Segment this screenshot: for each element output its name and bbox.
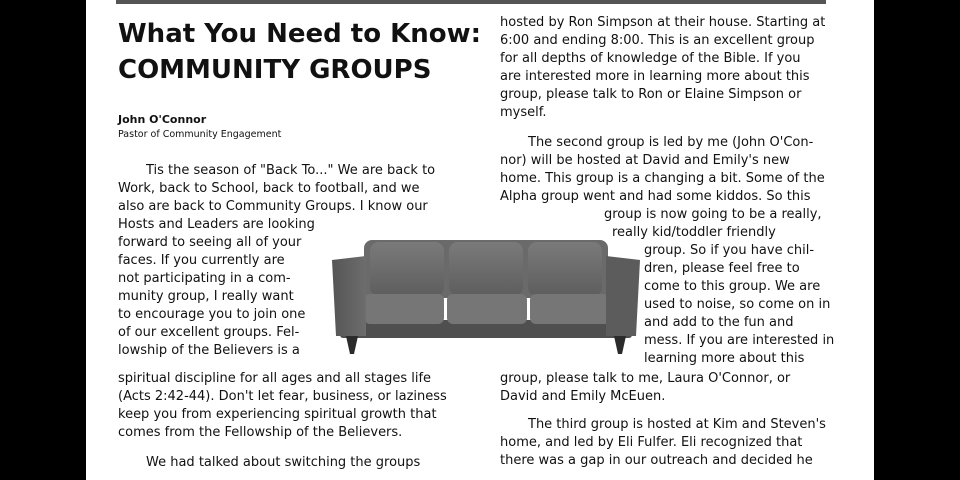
left-line: Hosts and Leaders are looking xyxy=(118,217,315,232)
right-line: come to this group. We are xyxy=(644,279,821,294)
left-line: not participating in a com- xyxy=(118,271,291,286)
article-title xyxy=(118,16,481,88)
left-line: (Acts 2:42-44). Don't let fear, business, or laziness xyxy=(118,389,447,404)
right-line: really kid/toddler friendly xyxy=(612,225,776,240)
right-line: learning more about this xyxy=(644,351,805,366)
right-line: and add to the fun and xyxy=(644,315,794,330)
sofa-image xyxy=(326,232,646,356)
right-line: The third group is hosted at Kim and Steven's xyxy=(528,417,826,432)
right-line: The second group is led by me (John O'Con- xyxy=(528,135,814,150)
right-line: mess. If you are interested in xyxy=(644,333,835,348)
author-name: John O'Connor xyxy=(118,113,207,126)
newsletter-page xyxy=(86,0,874,480)
left-line: lowship of the Believers is a xyxy=(118,343,300,358)
right-line: there was a gap in our outreach and decided he xyxy=(500,453,813,468)
right-line: group, please talk to Ron or Elaine Simpson or xyxy=(500,87,802,102)
author-role: Pastor of Community Engagement xyxy=(118,129,282,140)
right-line: for all depths of knowledge of the Bible. If you xyxy=(500,51,801,66)
sofa-illustration xyxy=(326,232,646,356)
left-line: Tis the season of "Back To..." We are back to xyxy=(146,163,436,178)
left-line: comes from the Fellowship of the Believers. xyxy=(118,425,403,440)
left-line: also are back to Community Groups. I know our xyxy=(118,199,428,214)
left-line: munity group, I really want xyxy=(118,289,294,304)
top-rule xyxy=(116,0,826,4)
right-line: hosted by Ron Simpson at their house. Starting at xyxy=(500,15,826,30)
title-line-2: COMMUNITY GROUPS xyxy=(118,55,432,85)
left-line: of our excellent groups. Fel- xyxy=(118,325,300,340)
left-line: faces. If you currently are xyxy=(118,253,285,268)
right-line: group is now going to be a really, xyxy=(604,207,822,222)
right-line: home, and led by Eli Fulfer. Eli recognized that xyxy=(500,435,803,450)
right-line: are interested more in learning more about this xyxy=(500,69,810,84)
right-line: dren, please feel free to xyxy=(644,261,800,276)
left-line: keep you from experiencing spiritual growth that xyxy=(118,407,437,422)
left-line: to encourage you to join one xyxy=(118,307,306,322)
right-line: myself. xyxy=(500,105,547,120)
right-line: home. This group is a changing a bit. Some of the xyxy=(500,171,825,186)
right-line: group, please talk to me, Laura O'Connor, or xyxy=(500,371,791,386)
left-line: We had talked about switching the groups xyxy=(146,455,421,470)
right-line: nor) will be hosted at David and Emily's new xyxy=(500,153,790,168)
right-line: David and Emily McEuen. xyxy=(500,389,666,404)
right-line: 6:00 and ending 8:00. This is an excellent group xyxy=(500,33,815,48)
left-line: Work, back to School, back to football, and we xyxy=(118,181,420,196)
right-line: group. So if you have chil- xyxy=(644,243,815,258)
right-line: Alpha group went and had some kiddos. So this xyxy=(500,189,811,204)
title-line-1: What You Need to Know: xyxy=(118,19,482,49)
left-line: spiritual discipline for all ages and all stages life xyxy=(118,371,432,386)
left-line: forward to seeing all of your xyxy=(118,235,302,250)
right-line: used to noise, so come on in xyxy=(644,297,831,312)
